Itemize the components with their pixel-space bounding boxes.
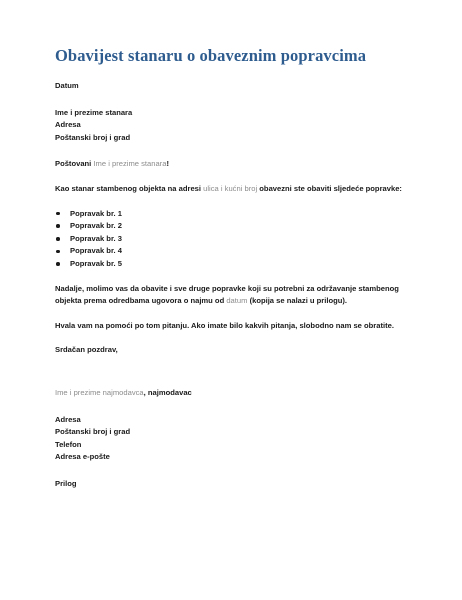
body-suffix: (kopija se nalazi u prilogu). [249,296,348,306]
intro-address-placeholder[interactable]: ulica i kućni broj [203,183,258,193]
bullet-icon [56,262,60,266]
repair-item-label: Popravak br. 2 [70,221,122,231]
repair-item-label: Popravak br. 4 [70,246,122,256]
bullet-icon [56,250,60,254]
intro-paragraph [55,183,425,196]
body-prefix: Nadalje, molimo vas da obavite i sve druge popravke koji su potrebni za održavanje stambenog objekta prema odredbama ugovora o najmu od [55,283,399,306]
repair-item-label: Popravak br. 5 [70,258,122,268]
list-item[interactable] [55,208,425,221]
salutation-prefix: Poštovani [55,159,92,169]
sender-address[interactable]: Adresa [55,414,81,424]
recipient-block [55,107,425,145]
bullet-icon [56,212,60,216]
attachment-label[interactable]: Prilog [55,478,77,488]
salutation-suffix: ! [166,159,169,169]
thanks-paragraph[interactable]: Hvala vam na pomoći po tom pitanju. Ako imate bilo kakvih pitanja, slobodno nam se obratite. [55,320,394,330]
repairs-list [55,208,425,271]
repair-item-label: Popravak br. 1 [70,208,122,218]
sender-postal-city[interactable]: Poštanski broj i grad [55,427,131,437]
sender-email[interactable]: Adresa e-pošte [55,452,110,462]
sender-phone[interactable]: Telefon [55,439,82,449]
signature-role: najmodavac [147,387,192,397]
document-title[interactable]: Obavijest stanaru o obaveznim popravcima [55,46,367,65]
repair-item-label: Popravak br. 3 [70,233,122,243]
list-item[interactable] [55,233,425,246]
intro-prefix: Kao stanar stambenog objekta na adresi [55,183,202,193]
list-item[interactable] [55,258,425,271]
list-item[interactable] [55,220,425,233]
signature-line: Ime i prezime najmodavca, najmodavac [55,387,192,397]
recipient-postal-city[interactable]: Poštanski broj i grad [55,132,131,142]
bullet-icon [56,237,60,241]
letter-page [55,46,425,490]
intro-suffix: obavezni ste obaviti sljedeće popravke: [259,183,402,193]
body-paragraph [55,283,425,308]
list-item[interactable] [55,245,425,258]
closing[interactable]: Srdačan pozdrav, [55,345,118,355]
salutation [55,158,425,171]
recipient-name[interactable]: Ime i prezime stanara [55,107,133,117]
signature-name-placeholder[interactable]: Ime i prezime najmodavca [55,387,144,397]
sender-block [55,414,425,464]
bullet-icon [56,224,60,228]
recipient-address[interactable]: Adresa [55,120,81,130]
salutation-name-placeholder[interactable]: Ime i prezime stanara [93,159,167,169]
date-field[interactable]: Datum [55,81,79,90]
body-date-placeholder[interactable]: datum [226,296,248,306]
